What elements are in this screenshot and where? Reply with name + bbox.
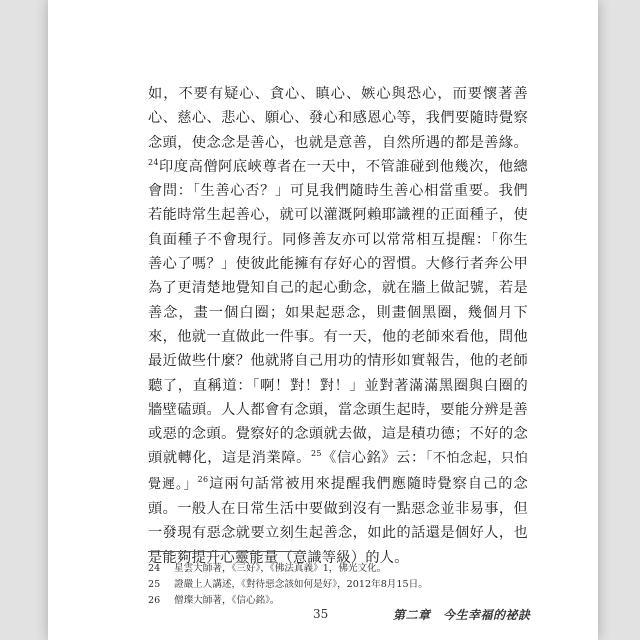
quoted-verse: 「不怕念起，只怕覺遲。」 (148, 451, 528, 492)
footnote-24 (148, 561, 548, 577)
footnote-divider (148, 551, 306, 552)
footnote-25 (148, 577, 548, 593)
footnotes (148, 561, 548, 609)
footnote-text: 星雲大師著，《三好》，《佛法真義》1，佛光文化。 (174, 563, 387, 574)
footnote-number: 24 (148, 563, 161, 574)
paragraph-segment-2: 印度高僧阿底峽尊者在一天中，不管誰碰到他幾次，他總會問：「生善心否？」可見我們隨時生善心相當重要。我們若能時常生起善心，就可以灌溉阿賴耶識裡的正面種子，使負面種子不會現行。同修善友亦可以常常相互提醒：「你生善心了嗎？」使彼此能擁有存好心的習慣。大修行者奔公甲為了更清楚地覺知自己的起心動念，就在牆上做記號，若是善念，畫一個白圈；如果起惡念，則畫個黑圈，幾個月下來，他就一直做此一件事。有一天，他的老師來看他，問他最近做些什麼？他就將自己用功的情形如實報告，他的老師聽了，直稱道：「啊！對！對！」並對著滿滿黑圈與白圈的牆壁磕頭。人人都會有念頭，當念頭生起時，要能分辨是善或惡的念頭。覺察好的念頭就去做，這是積功德；不好的念頭就轉化，這是消業障。 (148, 158, 528, 467)
footnote-ref-25: 25 (310, 449, 322, 459)
paragraph-segment-3: 《信心銘》云： (321, 450, 426, 467)
footnote-number: 25 (148, 579, 161, 590)
footnote-text: 僧璨大師著，《信心銘》。 (174, 595, 280, 606)
paragraph-segment-1: 如，不要有疑心、貪心、瞋心、嫉心與恐心，而要懷著善心、慈心、悲心、願心、發心和感恩心等，我們要隨時覺察念頭，使念念是善心，也就是意善，自然所遇的都是善緣。 (148, 86, 528, 151)
footnote-text: 證嚴上人講述，《對待惡念該如何是好》，2012年8月15日。 (174, 579, 428, 590)
footnote-ref-24: 24 (148, 157, 159, 167)
page-number: 35 (313, 607, 329, 621)
paragraph-segment-4: 這兩句話常被用來提醒我們應隨時覺察自己的念頭。一般人在日常生活中要做到沒有一點惡念並非易事，但一發現有惡念就要立刻生起善念，如此的話還是個好人，也是能夠提升心靈能量（意識等級）的人。 (148, 475, 528, 566)
footnote-number: 26 (148, 595, 161, 606)
chapter-running-title: 第二章 今生幸福的祕訣 (393, 608, 531, 622)
book-page (48, 0, 598, 640)
body-paragraph (148, 82, 528, 570)
footnote-ref-26: 26 (197, 474, 209, 484)
